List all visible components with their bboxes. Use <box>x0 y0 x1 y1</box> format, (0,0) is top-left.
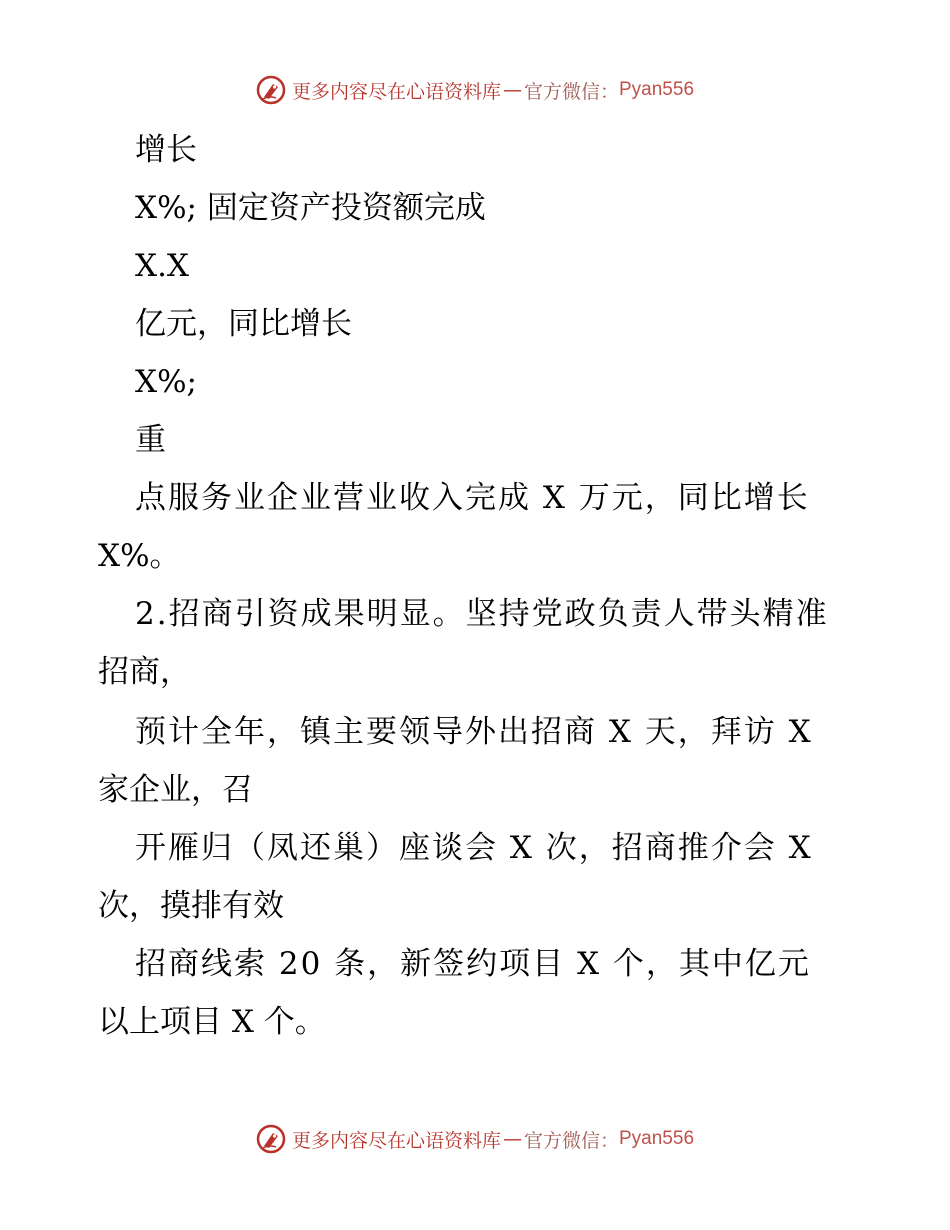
text-line: 开雁归（凤还巢）座谈会 X 次，招商推介会 X <box>135 830 813 866</box>
header-dash: — <box>502 79 522 101</box>
text-line: 点服务业企业营业收入完成 X 万元，同比增长 <box>135 480 810 516</box>
text-line: 家企业，召 <box>98 772 253 808</box>
text-line: X%; <box>135 364 197 400</box>
text-line: 以上项目 X 个。 <box>98 1004 326 1040</box>
header-wechat-id: Pyan556 <box>619 79 695 100</box>
text-line: X.X <box>135 248 189 284</box>
text-line: 亿元，同比增长 <box>135 306 352 342</box>
text-line: 增长 <box>135 132 197 168</box>
text-line: 招商线索 20 条，新签约项目 X 个，其中亿元 <box>135 946 811 982</box>
text-line: 预计全年，镇主要领导外出招商 X 天，拜访 X <box>135 714 813 750</box>
header-site-text: 更多内容尽在心语资料库 <box>291 80 501 103</box>
footer-banner <box>0 1119 950 1159</box>
text-line: 2.招商引资成果明显。坚持党政负责人带头精准 <box>135 596 829 632</box>
text-line: 招商， <box>98 654 191 690</box>
text-line: X%。 <box>98 538 181 574</box>
footer-wechat-id: Pyan556 <box>619 1128 695 1149</box>
text-line: 次，摸排有效 <box>98 888 284 924</box>
pen-nib-logo-icon <box>256 75 286 105</box>
footer-dash: — <box>502 1128 522 1150</box>
footer-wechat-label: 官方微信： <box>523 1129 619 1152</box>
text-line: X%; 固定资产投资额完成 <box>135 190 486 226</box>
text-line: 重 <box>135 422 166 458</box>
pen-nib-logo-icon <box>256 1124 286 1154</box>
footer-site-text: 更多内容尽在心语资料库 <box>291 1129 501 1152</box>
header-wechat-label: 官方微信： <box>523 80 619 103</box>
header-banner <box>0 70 950 110</box>
